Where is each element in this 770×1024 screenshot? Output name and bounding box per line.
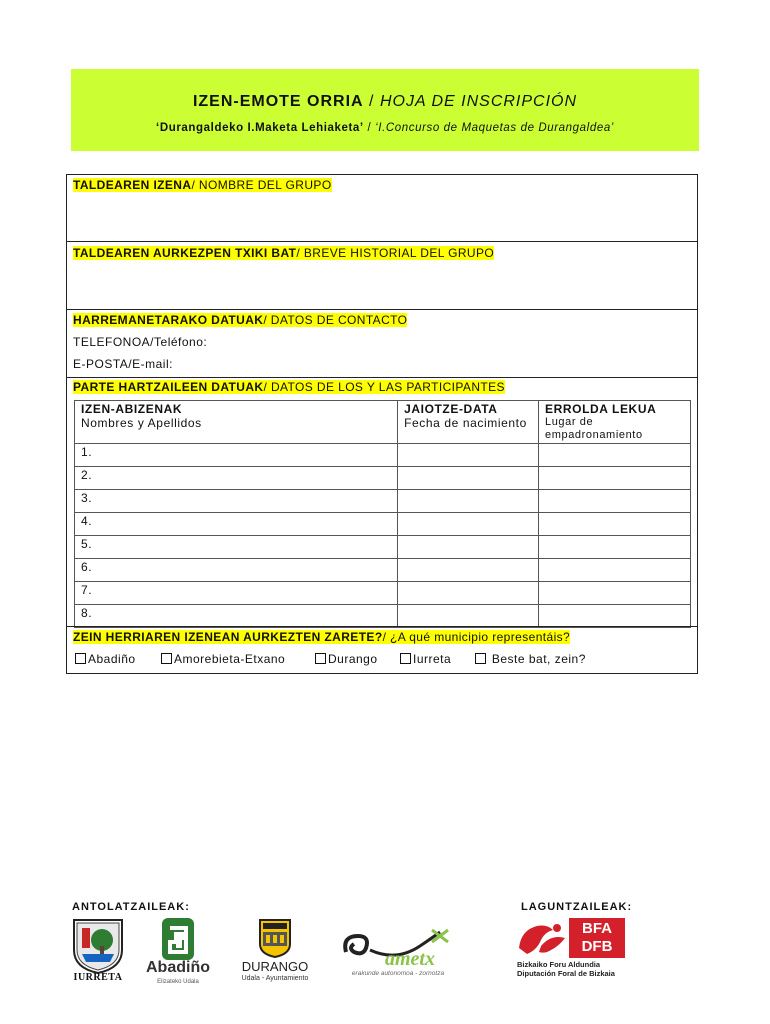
ametx-logo — [336, 926, 460, 982]
subtitle-basque: ‘Durangaldeko I.Maketa Lehiaketa’ — [156, 122, 364, 134]
column-header-name — [75, 401, 398, 444]
birthdate-cell[interactable] — [398, 490, 539, 513]
residence-cell[interactable] — [539, 582, 691, 605]
row-number: 6. — [75, 559, 398, 582]
residence-cell[interactable] — [539, 536, 691, 559]
column-header-birthdate-eu: JAIOTZE-DATA — [404, 402, 498, 416]
birthdate-cell[interactable] — [398, 467, 539, 490]
abadino-logo-text: Abadiño — [146, 959, 210, 976]
group-name-section[interactable] — [67, 175, 697, 241]
table-row[interactable] — [75, 582, 691, 605]
subtitle-spanish: ‘I.Concurso de Maquetas de Durangaldea’ — [375, 122, 614, 134]
contact-label-eu: HARREMANETARAKO DATUAK — [73, 313, 264, 327]
checkbox-icon[interactable] — [161, 653, 172, 664]
iurreta-shield-icon — [68, 916, 128, 974]
row-number: 3. — [75, 490, 398, 513]
option-iurreta[interactable] — [400, 652, 451, 666]
registration-form — [66, 174, 698, 674]
bfa-dfb-logo — [517, 916, 637, 980]
table-row[interactable] — [75, 490, 691, 513]
option-durango[interactable] — [315, 652, 378, 666]
option-abadino[interactable] — [75, 652, 136, 666]
header-banner — [71, 69, 699, 151]
residence-cell[interactable] — [539, 444, 691, 467]
abadino-logo — [140, 916, 216, 988]
participants-label — [73, 380, 505, 394]
title-basque: IZEN-EMOTE ORRIA — [192, 93, 364, 110]
bfa-emblem-icon — [517, 918, 569, 960]
row-number: 5. — [75, 536, 398, 559]
row-number: 4. — [75, 513, 398, 536]
option-label: Amorebieta-Etxano — [174, 652, 286, 666]
birthdate-cell[interactable] — [398, 536, 539, 559]
participants-table — [74, 400, 691, 628]
column-header-birthdate-es: Fecha de nacimiento — [404, 416, 527, 430]
participants-label-es: / DATOS DE LOS Y LAS PARTICIPANTES — [263, 380, 505, 394]
column-header-name-eu: IZEN-ABIZENAK — [81, 402, 183, 416]
group-name-label — [73, 178, 332, 192]
phone-field[interactable]: TELEFONOA/Teléfono: — [73, 335, 208, 349]
birthdate-cell[interactable] — [398, 605, 539, 628]
participants-label-eu: PARTE HARTZAILEEN DATUAK — [73, 380, 264, 394]
checkbox-icon[interactable] — [475, 653, 486, 664]
supporters-label: LAGUNTZAILEAK: — [521, 901, 633, 913]
history-label-es: / BREVE HISTORIAL DEL GRUPO — [296, 246, 495, 260]
bfa-subtext-basque: Bizkaiko Foru Aldundia — [517, 960, 601, 969]
ametx-logo-text: ametx — [385, 948, 435, 970]
table-row[interactable] — [75, 536, 691, 559]
option-label: Abadiño — [88, 652, 136, 666]
iurreta-logo-text: IURRETA — [73, 972, 123, 983]
birthdate-cell[interactable] — [398, 513, 539, 536]
bfa-red-box — [569, 918, 625, 958]
dfb-text: DFB — [581, 938, 613, 955]
residence-cell[interactable] — [539, 605, 691, 628]
subtitle-separator: / — [363, 122, 376, 134]
title-spanish: HOJA DE INSCRIPCIÓN — [379, 93, 578, 110]
table-row[interactable] — [75, 559, 691, 582]
page-title — [71, 93, 699, 111]
residence-cell[interactable] — [539, 513, 691, 536]
column-header-residence-es: Lugar de empadronamiento — [545, 416, 643, 441]
row-number: 8. — [75, 605, 398, 628]
bfa-text: BFA — [582, 920, 612, 937]
option-amorebieta[interactable] — [161, 652, 285, 666]
residence-cell[interactable] — [539, 559, 691, 582]
checkbox-icon[interactable] — [315, 653, 326, 664]
abadino-logo-subtext: Elizateko Udala — [157, 979, 199, 985]
column-header-name-es: Nombres y Apellidos — [81, 416, 202, 430]
contact-section — [67, 309, 697, 378]
table-row[interactable] — [75, 605, 691, 628]
table-row[interactable] — [75, 444, 691, 467]
table-header-row — [75, 401, 691, 444]
option-label: Durango — [328, 652, 378, 666]
abadino-a-icon — [140, 916, 216, 962]
checkbox-icon[interactable] — [400, 653, 411, 664]
option-label: Beste bat, zein? — [491, 652, 586, 666]
option-other[interactable] — [475, 652, 586, 666]
municipality-section — [67, 626, 697, 675]
option-label: Iurreta — [413, 652, 452, 666]
durango-logo-subtext: Udala - Ayuntamiento — [241, 975, 309, 982]
ametx-logo-subtext: erakunde autonomoa - zornotza — [351, 970, 445, 977]
group-name-label-eu: TALDEAREN IZENA — [73, 178, 192, 192]
iurreta-logo — [68, 916, 128, 986]
history-section[interactable] — [67, 241, 697, 310]
durango-logo-text: DURANGO — [241, 959, 309, 974]
municipality-label-es: / ¿A qué municipio representáis? — [382, 630, 571, 644]
history-label-eu: TALDEAREN AURKEZPEN TXIKI BAT — [73, 246, 297, 260]
table-row[interactable] — [75, 467, 691, 490]
email-field[interactable]: E-POSTA/E-mail: — [73, 357, 173, 371]
row-number: 7. — [75, 582, 398, 605]
checkbox-icon[interactable] — [75, 653, 86, 664]
column-header-residence — [539, 401, 691, 444]
group-name-label-es: / NOMBRE DEL GRUPO — [191, 178, 332, 192]
page-subtitle — [71, 122, 699, 134]
birthdate-cell[interactable] — [398, 582, 539, 605]
title-separator: / — [363, 93, 380, 110]
contact-label — [73, 313, 407, 327]
municipality-label-eu: ZEIN HERRIAREN IZENEAN AURKEZTEN ZARETE? — [73, 630, 383, 644]
organizers-label: ANTOLATZAILEAK: — [72, 901, 190, 913]
residence-cell[interactable] — [539, 467, 691, 490]
bfa-subtext-spanish: Diputación Foral de Bizkaia — [517, 969, 615, 978]
table-row[interactable] — [75, 513, 691, 536]
birthdate-cell[interactable] — [398, 559, 539, 582]
column-header-birthdate — [398, 401, 539, 444]
history-label — [73, 246, 494, 260]
birthdate-cell[interactable] — [398, 444, 539, 467]
row-number: 1. — [75, 444, 398, 467]
residence-cell[interactable] — [539, 490, 691, 513]
durango-logo — [232, 918, 318, 988]
durango-shield-icon — [232, 918, 318, 958]
column-header-residence-eu: ERROLDA LEKUA — [545, 402, 657, 416]
municipality-label — [73, 630, 570, 644]
contact-label-es: / DATOS DE CONTACTO — [263, 313, 408, 327]
row-number: 2. — [75, 467, 398, 490]
